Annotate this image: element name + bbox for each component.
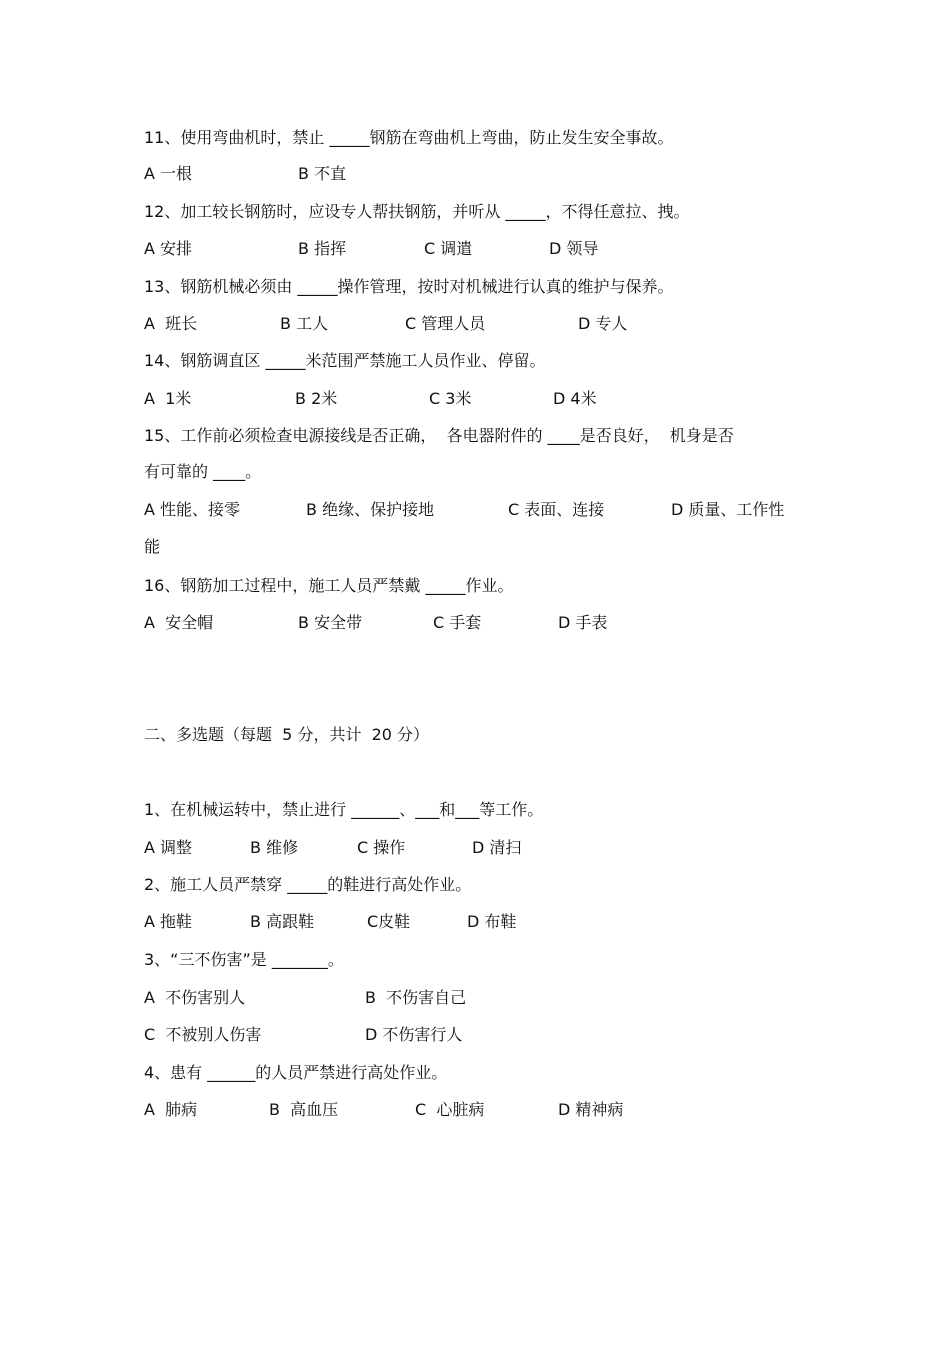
question-13: 13、钢筋机械必须由 _____操作管理，按时对机械进行认真的维护与保养。 — [144, 277, 674, 296]
q14-option-d: D 4米 — [553, 389, 597, 408]
m4-option-b: B 高血压 — [269, 1100, 339, 1119]
m3-option-b: B 不伤害自己 — [365, 988, 467, 1007]
q15-option-a: A 性能、接零 — [144, 500, 241, 519]
question-11: 11、使用弯曲机时，禁止 _____钢筋在弯曲机上弯曲，防止发生安全事故。 — [144, 128, 674, 147]
q11-option-b: B 不直 — [298, 164, 347, 183]
q16-option-d: D 手表 — [558, 613, 608, 632]
q15-option-c: C 表面、连接 — [508, 500, 605, 519]
m3-option-c: C 不被别人伤害 — [144, 1025, 262, 1044]
question-16: 16、钢筋加工过程中，施工人员严禁戴 _____作业。 — [144, 576, 514, 595]
q15-option-b: B 绝缘、保护接地 — [306, 500, 435, 519]
q16-option-a: A 安全帽 — [144, 613, 214, 632]
multi-question-3: 3、“三不伤害”是 _______。 — [144, 950, 344, 969]
q14-option-a: A 1米 — [144, 389, 192, 408]
multi-question-2: 2、施工人员严禁穿 _____的鞋进行高处作业。 — [144, 875, 472, 894]
m1-option-c: C 操作 — [357, 838, 406, 857]
m4-option-c: C 心脏病 — [415, 1100, 485, 1119]
question-15-line1: 15、工作前必须检查电源接线是否正确， 各电器附件的 ____是否良好， 机身是否 — [144, 426, 734, 445]
q15-option-d-wrap: 能 — [144, 537, 161, 556]
q13-option-a: A 班长 — [144, 314, 198, 333]
section-2-title: 二、多选题（每题 5 分，共计 20 分） — [144, 725, 430, 744]
multi-question-1: 1、在机械运转中，禁止进行 ______、___和___等工作。 — [144, 800, 544, 819]
m3-option-d: D 不伤害行人 — [365, 1025, 463, 1044]
m4-option-d: D 精神病 — [558, 1100, 624, 1119]
m1-option-a: A 调整 — [144, 838, 193, 857]
q12-option-c: C 调遣 — [424, 239, 473, 258]
m3-option-a: A 不伤害别人 — [144, 988, 246, 1007]
multi-question-4: 4、患有 ______的人员严禁进行高处作业。 — [144, 1063, 448, 1082]
q12-option-a: A 安排 — [144, 239, 193, 258]
m4-option-a: A 肺病 — [144, 1100, 198, 1119]
m2-option-a: A 拖鞋 — [144, 912, 193, 931]
m1-option-b: B 维修 — [250, 838, 299, 857]
q12-option-d: D 领导 — [549, 239, 599, 258]
q15-option-d: D 质量、工作性 — [671, 500, 785, 519]
q12-option-b: B 指挥 — [298, 239, 347, 258]
m1-option-d: D 清扫 — [472, 838, 522, 857]
q16-option-c: C 手套 — [433, 613, 482, 632]
q16-option-b: B 安全带 — [298, 613, 363, 632]
q11-option-a: A 一根 — [144, 164, 193, 183]
m2-option-d: D 布鞋 — [467, 912, 517, 931]
q14-option-c: C 3米 — [429, 389, 472, 408]
q13-option-d: D 专人 — [578, 314, 628, 333]
question-12: 12、加工较长钢筋时，应设专人帮扶钢筋，并听从 _____，不得任意拉、拽。 — [144, 202, 690, 221]
m2-option-c: C皮鞋 — [367, 912, 411, 931]
question-14: 14、钢筋调直区 _____米范围严禁施工人员作业、停留。 — [144, 351, 546, 370]
m2-option-b: B 高跟鞋 — [250, 912, 315, 931]
q13-option-c: C 管理人员 — [405, 314, 486, 333]
question-15-line2: 有可靠的 ____。 — [144, 462, 262, 481]
q14-option-b: B 2米 — [295, 389, 338, 408]
q13-option-b: B 工人 — [280, 314, 329, 333]
